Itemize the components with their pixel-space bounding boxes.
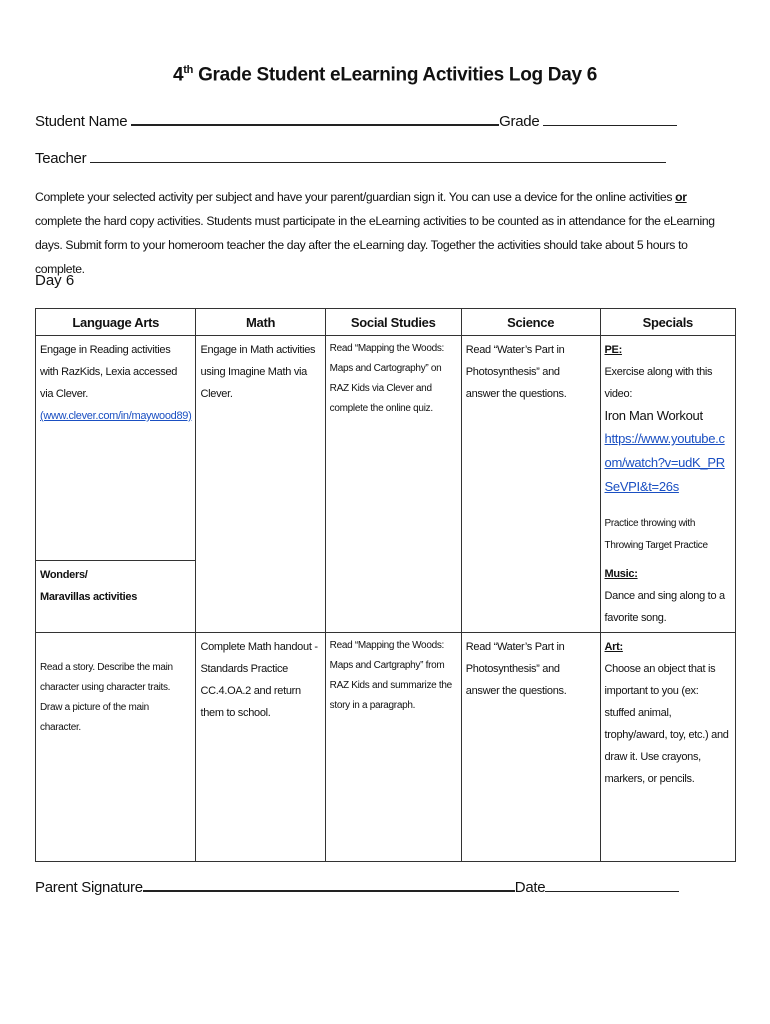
science-hard-copy-cell: Read “Water’s Part in Photosynthesis” and answer the questions. [461, 633, 600, 862]
header-language-arts: Language Arts [36, 309, 196, 336]
student-name-field[interactable] [35, 110, 677, 130]
date-line[interactable] [545, 877, 679, 892]
la-online-cell: Engage in Reading activities with RazKids, Lexia accessed via Clever. (www.clever.com/in/maywood89) [36, 336, 196, 561]
ss-hard-copy-cell: Read “Mapping the Woods: Maps and Cartgraphy” from RAZ Kids and summarize the story in a paragraph. [325, 633, 461, 862]
student-name-line[interactable] [131, 110, 499, 126]
art-label: Art: [604, 641, 623, 653]
header-math: Math [196, 309, 325, 336]
science-online-cell: Read “Water’s Part in Photosynthesis” and answer the questions. [461, 336, 600, 633]
pe-video-title: Iron Man Workout [604, 408, 703, 423]
teacher-label: Teacher [35, 150, 87, 167]
math-online-cell: Engage in Math activities using Imagine Math via Clever. [196, 336, 325, 633]
clever-link[interactable]: (www.clever.com/in/maywood89) [40, 410, 192, 422]
teacher-field[interactable] [35, 148, 666, 167]
header-science: Science [461, 309, 600, 336]
table-row [36, 336, 736, 561]
day-label: Day 6 [35, 272, 75, 289]
pe-label: PE: [604, 344, 622, 356]
pe-video-link[interactable]: https://www.youtube.com/watch?v=udK_PRSeVPI&t=26s [604, 431, 725, 494]
music-label: Music: [604, 568, 638, 580]
teacher-line[interactable] [90, 148, 666, 163]
math-hard-copy-cell: Complete Math handout - Standards Practice CC.4.OA.2 and return them to school. [196, 633, 325, 862]
header-specials: Specials [600, 309, 735, 336]
header-social-studies: Social Studies [325, 309, 461, 336]
ss-online-cell: Read “Mapping the Woods: Maps and Cartography” on RAZ Kids via Clever and complete the online quiz. [325, 336, 461, 633]
wonders-cell: Wonders/ Maravillas activities [36, 560, 196, 633]
grade-label: Grade [499, 113, 540, 130]
parent-signature-field[interactable] [35, 876, 679, 896]
student-name-label: Student Name [35, 113, 128, 130]
pe-cell: PE: Exercise along with this video: Iron Man Workout https://www.youtube.com/watch?v=udK_PRSeVPI&t=26s Practice throwing with Throwing Target Practice [600, 336, 735, 561]
emphasis-or: or [675, 190, 687, 204]
art-cell: Art: Choose an object that is important to you (ex: stuffed animal, trophy/award, toy, etc.) and draw it. Use crayons, markers, or pencils. [600, 633, 735, 862]
date-label: Date [514, 879, 546, 896]
music-cell: Music: Dance and sing along to a favorite song. [600, 560, 735, 633]
grade-line[interactable] [543, 111, 677, 126]
parent-signature-line[interactable] [143, 876, 515, 892]
parent-signature-label: Parent Signature [35, 879, 143, 896]
table-header-row [36, 309, 736, 336]
table-row [36, 633, 736, 862]
page-title: 4th Grade Student eLearning Activities Log Day 6 [173, 64, 597, 86]
activities-table [35, 308, 736, 862]
la-hard-copy-cell: Read a story. Describe the main character using character traits. Draw a picture of the main character. [36, 633, 196, 862]
instructions: Complete your selected activity per subject and have your parent/guardian sign it. You can use a device for the online activities or complete the hard copy activities. Students must participate in the eLearning activities to be counted as in attendance for the eLearning days. Submit form to your homeroom teacher the day after the eLearning day. Together the activities should take about 5 hours to complete. [35, 190, 715, 276]
